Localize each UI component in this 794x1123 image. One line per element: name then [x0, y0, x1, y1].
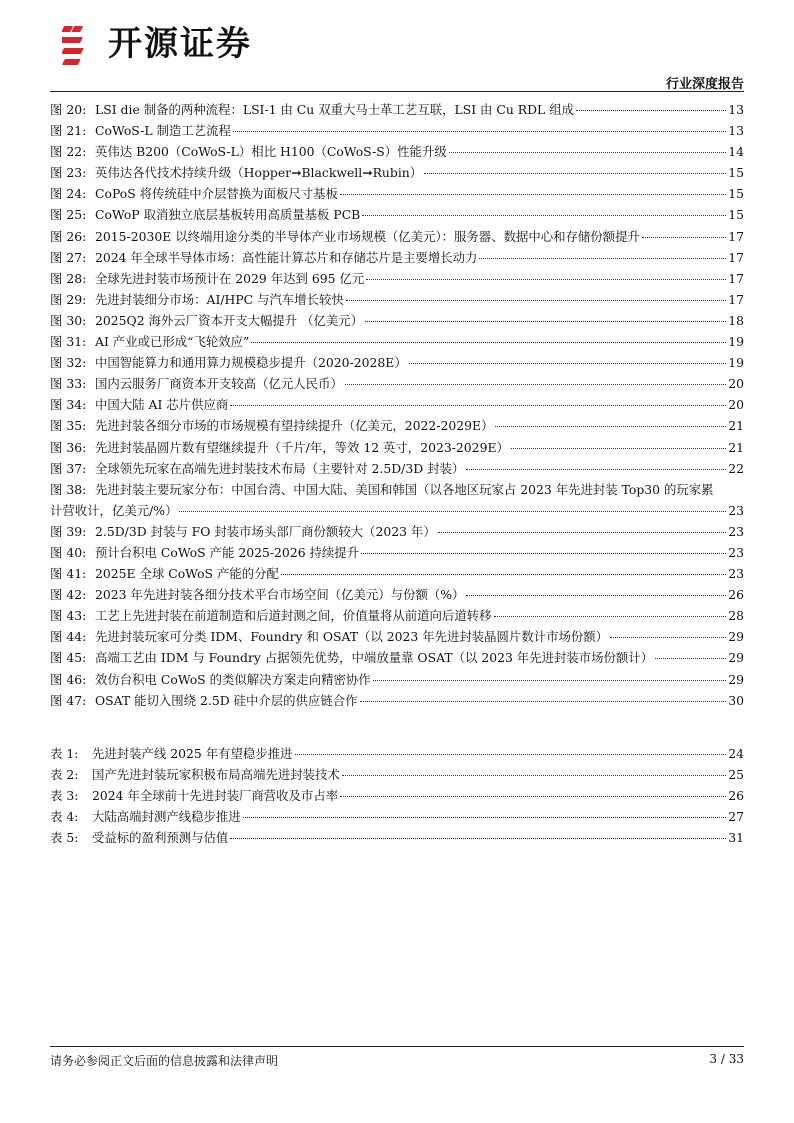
- leader-dots: [495, 426, 726, 427]
- leader-dots: [342, 775, 726, 776]
- toc-title: 效仿台积电 CoWoS 的类似解决方案走向精密协作: [95, 671, 371, 687]
- toc-title: 先进封装各细分市场的市场规模有望持续提升（亿美元，2022-2029E）: [95, 418, 494, 434]
- toc-title: 先进封装主要玩家分布：中国台湾、中国大陆、美国和韩国（以各地区玩家占 2023 年先进封装 Top30 的玩家累: [95, 481, 714, 497]
- toc-entry-figure[interactable]: [50, 268, 744, 289]
- toc-label: 图 42:: [50, 587, 87, 603]
- toc-title: LSI die 制备的两种流程：LSI-1 由 Cu 双重大马士革工艺互联，LSI 由 Cu RDL 组成: [95, 102, 574, 117]
- leader-dots: [479, 258, 726, 259]
- toc-entry-table[interactable]: [50, 743, 744, 764]
- toc-title: OSAT 能切入围绕 2.5D 硅中介层的供应链合作: [95, 692, 358, 708]
- leader-dots: [610, 637, 726, 638]
- toc-page: 13: [728, 102, 744, 117]
- toc-label: 表 2:: [50, 767, 79, 783]
- company-name: 开源证券: [108, 24, 252, 64]
- leader-dots: [340, 194, 726, 195]
- toc-page: 21: [728, 418, 744, 434]
- toc-title: 国内云服务厂商资本开支较高（亿元人民币）: [95, 376, 343, 392]
- leader-dots: [345, 384, 726, 385]
- toc-entry-figure[interactable]: [50, 120, 744, 141]
- toc-label: 图 23:: [50, 165, 87, 181]
- toc-entry-table[interactable]: [50, 785, 744, 806]
- toc-title: 2024 年全球前十先进封装厂商营收及市占率: [92, 788, 339, 804]
- toc-page: 23: [728, 502, 744, 518]
- toc-page: 26: [728, 788, 744, 804]
- toc-title: AI 产业或已形成“飞轮效应”: [95, 334, 250, 350]
- leader-dots: [340, 796, 726, 797]
- toc-page: 17: [728, 249, 744, 265]
- toc-page: 15: [728, 165, 744, 181]
- toc-label: 表 4:: [50, 809, 79, 825]
- toc-page: 29: [728, 671, 744, 687]
- leader-dots: [466, 469, 726, 470]
- toc-label: 图 41:: [50, 566, 87, 582]
- toc-title: 2015-2030E 以终端用途分类的半导体产业市场规模（亿美元）：服务器、数据中心和存储份额提升: [95, 228, 640, 244]
- toc-page: 15: [728, 186, 744, 202]
- toc-entry-table[interactable]: [50, 827, 744, 848]
- toc-page: 23: [728, 523, 744, 539]
- footer-divider: [50, 1046, 744, 1047]
- toc-entry-figure[interactable]: [50, 690, 744, 711]
- toc-page: 19: [728, 355, 744, 371]
- toc-label: 图 31:: [50, 334, 87, 350]
- toc-title: 2025E 全球 CoWoS 产能的分配: [95, 566, 279, 582]
- toc-title: 工艺上先进封装在前道制造和后道封测之间，价值量将从前道向后道转移: [95, 608, 492, 624]
- toc-title: 2024 年全球半导体市场：高性能计算芯片和存储芯片是主要增长动力: [95, 249, 478, 265]
- leader-dots: [362, 215, 726, 216]
- toc-label: 图 32:: [50, 355, 87, 371]
- toc-entry-figure[interactable]: [50, 289, 744, 310]
- toc-entry-figure[interactable]: [50, 162, 744, 183]
- toc-entry-figure[interactable]: [50, 373, 744, 394]
- toc-page: 20: [728, 376, 744, 392]
- company-logo: [62, 22, 252, 66]
- leader-dots: [373, 680, 727, 681]
- leader-dots: [233, 131, 726, 132]
- toc-title: CoPoS 将传统硅中介层替换为面板尺寸基板: [95, 186, 338, 202]
- header-divider: [50, 91, 744, 92]
- toc-title: 先进封装产线 2025 年有望稳步推进: [92, 746, 293, 761]
- toc-label: 图 22:: [50, 144, 87, 160]
- leader-dots: [409, 363, 726, 364]
- leader-dots: [346, 300, 726, 301]
- toc-entry-figure[interactable]: [50, 394, 744, 415]
- figure-index: [50, 99, 744, 711]
- toc-title: 先进封装玩家可分类 IDM、Foundry 和 OSAT（以 2023 年先进封装晶圆片数计市场份额）: [95, 629, 609, 645]
- toc-title-continued: 计营收计，亿美元/%）: [50, 502, 178, 518]
- toc-label: 图 37:: [50, 460, 87, 476]
- toc-entry-figure[interactable]: [50, 563, 744, 584]
- toc-entry-figure[interactable]: [50, 542, 744, 563]
- toc-page: 29: [728, 650, 744, 666]
- toc-label: 表 5:: [50, 830, 79, 846]
- toc-title: 高端工艺由 IDM 与 Foundry 占据领先优势，中端放量靠 OSAT（以 2023 年先进封装市场份额计）: [95, 650, 654, 666]
- toc-entry-figure[interactable]: [50, 626, 744, 647]
- toc-label: 图 33:: [50, 376, 87, 392]
- leader-dots: [466, 595, 726, 596]
- toc-label: 图 34:: [50, 397, 87, 413]
- toc-label: 图 20:: [50, 102, 87, 117]
- toc-label: 表 1:: [50, 746, 79, 761]
- toc-label: 图 46:: [50, 671, 87, 687]
- toc-page: 23: [728, 544, 744, 560]
- table-index: [50, 743, 744, 848]
- leader-dots: [243, 817, 727, 818]
- toc-title: CoWoS-L 制造工艺流程: [95, 123, 231, 139]
- page-header: [0, 0, 794, 100]
- footer-disclaimer: 请务必参阅正文后面的信息披露和法律声明: [50, 1054, 279, 1068]
- toc-entry-figure[interactable]: [50, 331, 744, 352]
- toc-label: 图 30:: [50, 312, 87, 328]
- leader-dots: [251, 342, 726, 343]
- toc-entry-figure[interactable]: [50, 310, 744, 331]
- leader-dots: [449, 152, 726, 153]
- leader-dots: [511, 448, 726, 449]
- leader-dots: [438, 532, 727, 533]
- leader-dots: [424, 173, 726, 174]
- toc-label: 图 45:: [50, 650, 87, 666]
- leader-dots: [179, 511, 726, 512]
- toc-entry-table[interactable]: [50, 806, 744, 827]
- leader-dots: [230, 405, 726, 406]
- toc-page: 27: [728, 809, 744, 825]
- toc-title: 2023 年先进封装各细分技术平台市场空间（亿美元）与份额（%）: [95, 587, 465, 603]
- toc-entry-figure[interactable]: [50, 352, 744, 373]
- toc-label: 图 36:: [50, 439, 87, 455]
- toc-entry-figure[interactable]: [50, 521, 744, 542]
- page-number: 3 / 33: [709, 1052, 744, 1066]
- toc-page: 30: [728, 692, 744, 708]
- toc-title: 中国智能算力和通用算力规模稳步提升（2020-2028E）: [95, 355, 407, 371]
- toc-title: 国产先进封装玩家积极布局高端先进封装技术: [92, 767, 340, 783]
- leader-dots: [365, 321, 726, 322]
- logo-mark-icon: [62, 22, 102, 66]
- toc-entry-figure[interactable]: [50, 99, 744, 120]
- toc-page: 25: [728, 767, 744, 783]
- leader-dots: [576, 110, 726, 111]
- toc-page: 13: [728, 123, 744, 139]
- toc-label: 图 21:: [50, 123, 87, 139]
- toc-label: 图 40:: [50, 544, 87, 560]
- leader-dots: [494, 616, 727, 617]
- toc-title: 预计台积电 CoWoS 产能 2025-2026 持续提升: [95, 544, 360, 560]
- toc-page: 17: [728, 291, 744, 307]
- toc-entry-figure[interactable]: [50, 415, 744, 436]
- toc-page: 28: [728, 608, 744, 624]
- toc-page: 18: [728, 312, 744, 328]
- leader-dots: [360, 701, 727, 702]
- toc-entry-figure[interactable]: [50, 605, 744, 626]
- toc-entry-figure[interactable]: [50, 458, 744, 479]
- leader-dots: [295, 754, 727, 755]
- leader-dots: [361, 553, 726, 554]
- report-type: 行业深度报告: [665, 77, 744, 92]
- toc-label: 图 35:: [50, 418, 87, 434]
- toc-entry-figure[interactable]: [50, 183, 744, 204]
- leader-dots: [655, 658, 726, 659]
- toc-label: 图 47:: [50, 692, 87, 708]
- toc-entry-figure[interactable]: [50, 204, 744, 225]
- toc-page: 24: [728, 746, 744, 761]
- toc-label: 表 3:: [50, 788, 79, 804]
- toc-title: 全球先进封装市场预计在 2029 年达到 695 亿元: [95, 270, 365, 286]
- toc-label: 图 38:: [50, 481, 87, 497]
- toc-title: 先进封装细分市场：AI/HPC 与汽车增长较快: [95, 291, 344, 307]
- toc-entry-figure[interactable]: [50, 247, 744, 268]
- toc-entry-figure[interactable]: [50, 226, 744, 247]
- toc-label: 图 39:: [50, 523, 87, 539]
- toc-page: 19: [728, 334, 744, 350]
- toc-label: 图 43:: [50, 608, 87, 624]
- toc-page: 22: [728, 460, 744, 476]
- toc-entry-figure[interactable]: [50, 584, 744, 605]
- leader-dots: [230, 838, 726, 839]
- toc-page: 26: [728, 587, 744, 603]
- toc-title: 2025Q2 海外云厂资本开支大幅提升 （亿美元）: [95, 312, 364, 328]
- toc-title: 中国大陆 AI 芯片供应商: [95, 397, 229, 413]
- toc-label: 图 26:: [50, 228, 87, 244]
- toc-page: 17: [728, 270, 744, 286]
- toc-label: 图 24:: [50, 186, 87, 202]
- toc-title: 受益标的盈利预测与估值: [92, 830, 229, 846]
- leader-dots: [281, 574, 726, 575]
- toc-title: 大陆高端封测产线稳步推进: [92, 809, 241, 825]
- toc-entry-figure[interactable]: [50, 647, 744, 668]
- toc-label: 图 44:: [50, 629, 87, 645]
- toc-page: 31: [728, 830, 744, 846]
- toc-label: 图 27:: [50, 249, 87, 265]
- toc-entry-table[interactable]: [50, 764, 744, 785]
- toc-title: CoWoP 取消独立底层基板转用高质量基板 PCB: [95, 207, 361, 223]
- toc-page: 21: [728, 439, 744, 455]
- toc-page: 15: [728, 207, 744, 223]
- toc-page: 23: [728, 566, 744, 582]
- toc-entry-figure[interactable]: [50, 437, 744, 458]
- toc-entry-figure-38[interactable]: [50, 479, 744, 521]
- leader-dots: [642, 237, 726, 238]
- toc-title: 英伟达各代技术持续升级（Hopper➞Blackwell➞Rubin）: [95, 165, 423, 181]
- toc-page: 17: [728, 228, 744, 244]
- toc-page: 14: [728, 144, 744, 160]
- toc-page: 29: [728, 629, 744, 645]
- toc-label: 图 29:: [50, 291, 87, 307]
- toc-entry-figure[interactable]: [50, 141, 744, 162]
- toc-title: 2.5D/3D 封装与 FO 封装市场头部厂商份额较大（2023 年）: [95, 523, 436, 539]
- toc-title: 英伟达 B200（CoWoS-L）相比 H100（CoWoS-S）性能升级: [95, 144, 447, 160]
- toc-label: 图 25:: [50, 207, 87, 223]
- toc-label: 图 28:: [50, 270, 87, 286]
- toc-page: 20: [728, 397, 744, 413]
- leader-dots: [366, 279, 726, 280]
- toc-entry-figure[interactable]: [50, 669, 744, 690]
- toc-title: 全球领先玩家在高端先进封装技术布局（主要针对 2.5D/3D 封装）: [95, 460, 465, 476]
- toc-title: 先进封装晶圆片数有望继续提升（千片/年，等效 12 英寸，2023-2029E）: [95, 439, 509, 455]
